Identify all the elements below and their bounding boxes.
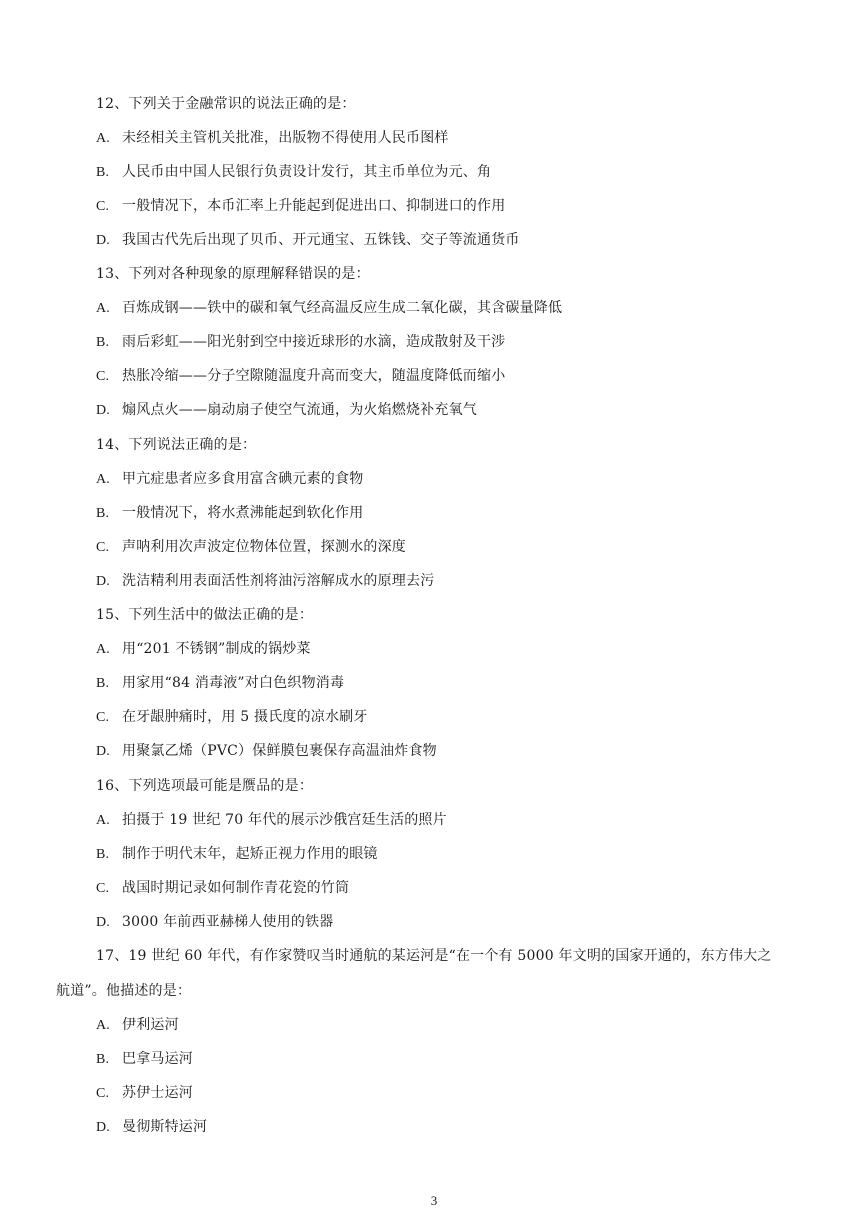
question-17-option-a: [96, 1015, 179, 1036]
option-letter: A.: [96, 301, 111, 316]
option-text: 一般情况下，将水煮沸能起到软化作用: [122, 505, 364, 521]
option-text: 3000 年前西亚赫梯人使用的铁器: [122, 914, 334, 930]
option-letter: A.: [96, 472, 111, 487]
option-text: 用家用“84 消毒液”对白色织物消毒: [122, 675, 345, 691]
option-text: 在牙龈肿痛时，用 5 摄氏度的凉水刷牙: [122, 709, 368, 725]
option-letter: B.: [96, 1052, 110, 1067]
option-text: 雨后彩虹——阳光射到空中接近球形的水滴，造成散射及干涉: [122, 334, 506, 350]
question-16-stem: 16、下列选项最可能是赝品的是：: [96, 778, 314, 794]
option-text: 制作于明代末年，起矫正视力作用的眼镜: [122, 846, 378, 862]
option-text: 一般情况下，本币汇率上升能起到促进出口、抑制进口的作用: [122, 198, 506, 214]
option-letter: C.: [96, 710, 110, 725]
option-letter: A.: [96, 642, 111, 657]
question-17-stem: 17、19 世纪 60 年代，有作家赞叹当时通航的某运河是“在一个有 5000 年文明的国家开通的，东方伟大之: [96, 948, 772, 964]
question-15-stem: 15、下列生活中的做法正确的是：: [96, 607, 314, 623]
option-text: 声呐利用次声波定位物体位置，探测水的深度: [122, 539, 406, 555]
option-letter: B.: [96, 335, 110, 350]
option-letter: D.: [96, 233, 111, 248]
question-17-option-c: [96, 1083, 193, 1104]
question-14-option-c: [96, 537, 406, 558]
question-15-option-d: [96, 741, 437, 762]
question-17-option-b: [96, 1049, 193, 1070]
question-14-option-a: [96, 469, 363, 490]
option-text: 伊利运河: [122, 1017, 179, 1033]
question-12-option-d: [96, 230, 520, 251]
question-14-option-b: [96, 503, 363, 524]
option-text: 战国时期记录如何制作青花瓷的竹筒: [122, 880, 350, 896]
question-15-option-b: [96, 673, 344, 694]
question-12-stem: 12、下列关于金融常识的说法正确的是：: [96, 96, 356, 112]
option-letter: B.: [96, 676, 110, 691]
question-17-option-d: [96, 1117, 207, 1138]
question-13-stem: 13、下列对各种现象的原理解释错误的是：: [96, 266, 370, 282]
option-text: 用“201 不锈钢”制成的锅炒菜: [122, 641, 311, 657]
option-letter: C.: [96, 1086, 110, 1101]
option-letter: D.: [96, 1120, 111, 1135]
option-text: 煽风点火——扇动扇子使空气流通，为火焰燃烧补充氧气: [122, 402, 477, 418]
question-14-stem: 14、下列说法正确的是：: [96, 437, 257, 453]
option-text: 甲亢症患者应多食用富含碘元素的食物: [122, 471, 364, 487]
question-17-stem-continued: 航道”。他描述的是：: [56, 983, 192, 999]
option-text: 我国古代先后出现了贝币、开元通宝、五铢钱、交子等流通货币: [122, 232, 520, 248]
question-13-option-b: [96, 332, 505, 353]
option-text: 拍摄于 19 世纪 70 年代的展示沙俄宫廷生活的照片: [122, 812, 447, 828]
option-text: 洗洁精利用表面活性剂将油污溶解成水的原理去污: [122, 573, 435, 589]
option-text: 用聚氯乙烯（PVC）保鲜膜包裹保存高温油炸食物: [122, 743, 437, 759]
option-letter: C.: [96, 881, 110, 896]
question-15-option-a: [96, 639, 311, 660]
option-letter: B.: [96, 506, 110, 521]
option-letter: D.: [96, 403, 111, 418]
question-16-option-c: [96, 878, 349, 899]
option-letter: C.: [96, 369, 110, 384]
page-number: 3: [430, 1193, 438, 1208]
option-letter: A.: [96, 1018, 111, 1033]
question-16-option-a: [96, 810, 447, 831]
question-12-option-b: [96, 162, 491, 183]
option-text: 百炼成钢——铁中的碳和氧气经高温反应生成二氧化碳，其含碳量降低: [122, 300, 563, 316]
option-letter: B.: [96, 165, 110, 180]
option-text: 人民币由中国人民银行负责设计发行，其主币单位为元、角: [122, 164, 492, 180]
option-letter: D.: [96, 574, 111, 589]
option-text: 苏伊士运河: [122, 1085, 193, 1101]
option-letter: D.: [96, 915, 111, 930]
question-13-option-a: [96, 298, 562, 319]
question-14-option-d: [96, 571, 434, 592]
option-letter: D.: [96, 744, 111, 759]
question-16-option-d: [96, 912, 333, 933]
option-letter: A.: [96, 813, 111, 828]
option-text: 曼彻斯特运河: [122, 1119, 208, 1135]
option-text: 巴拿马运河: [122, 1051, 193, 1067]
option-text: 热胀冷缩——分子空隙随温度升高而变大，随温度降低而缩小: [122, 368, 506, 384]
option-letter: C.: [96, 540, 110, 555]
option-letter: A.: [96, 131, 111, 146]
question-13-option-d: [96, 400, 477, 421]
option-letter: B.: [96, 847, 110, 862]
question-15-option-c: [96, 707, 368, 728]
question-12-option-a: [96, 128, 449, 149]
question-16-option-b: [96, 844, 378, 865]
question-13-option-c: [96, 366, 505, 387]
option-letter: C.: [96, 199, 110, 214]
option-text: 未经相关主管机关批准，出版物不得使用人民币图样: [122, 130, 449, 146]
question-12-option-c: [96, 196, 505, 217]
